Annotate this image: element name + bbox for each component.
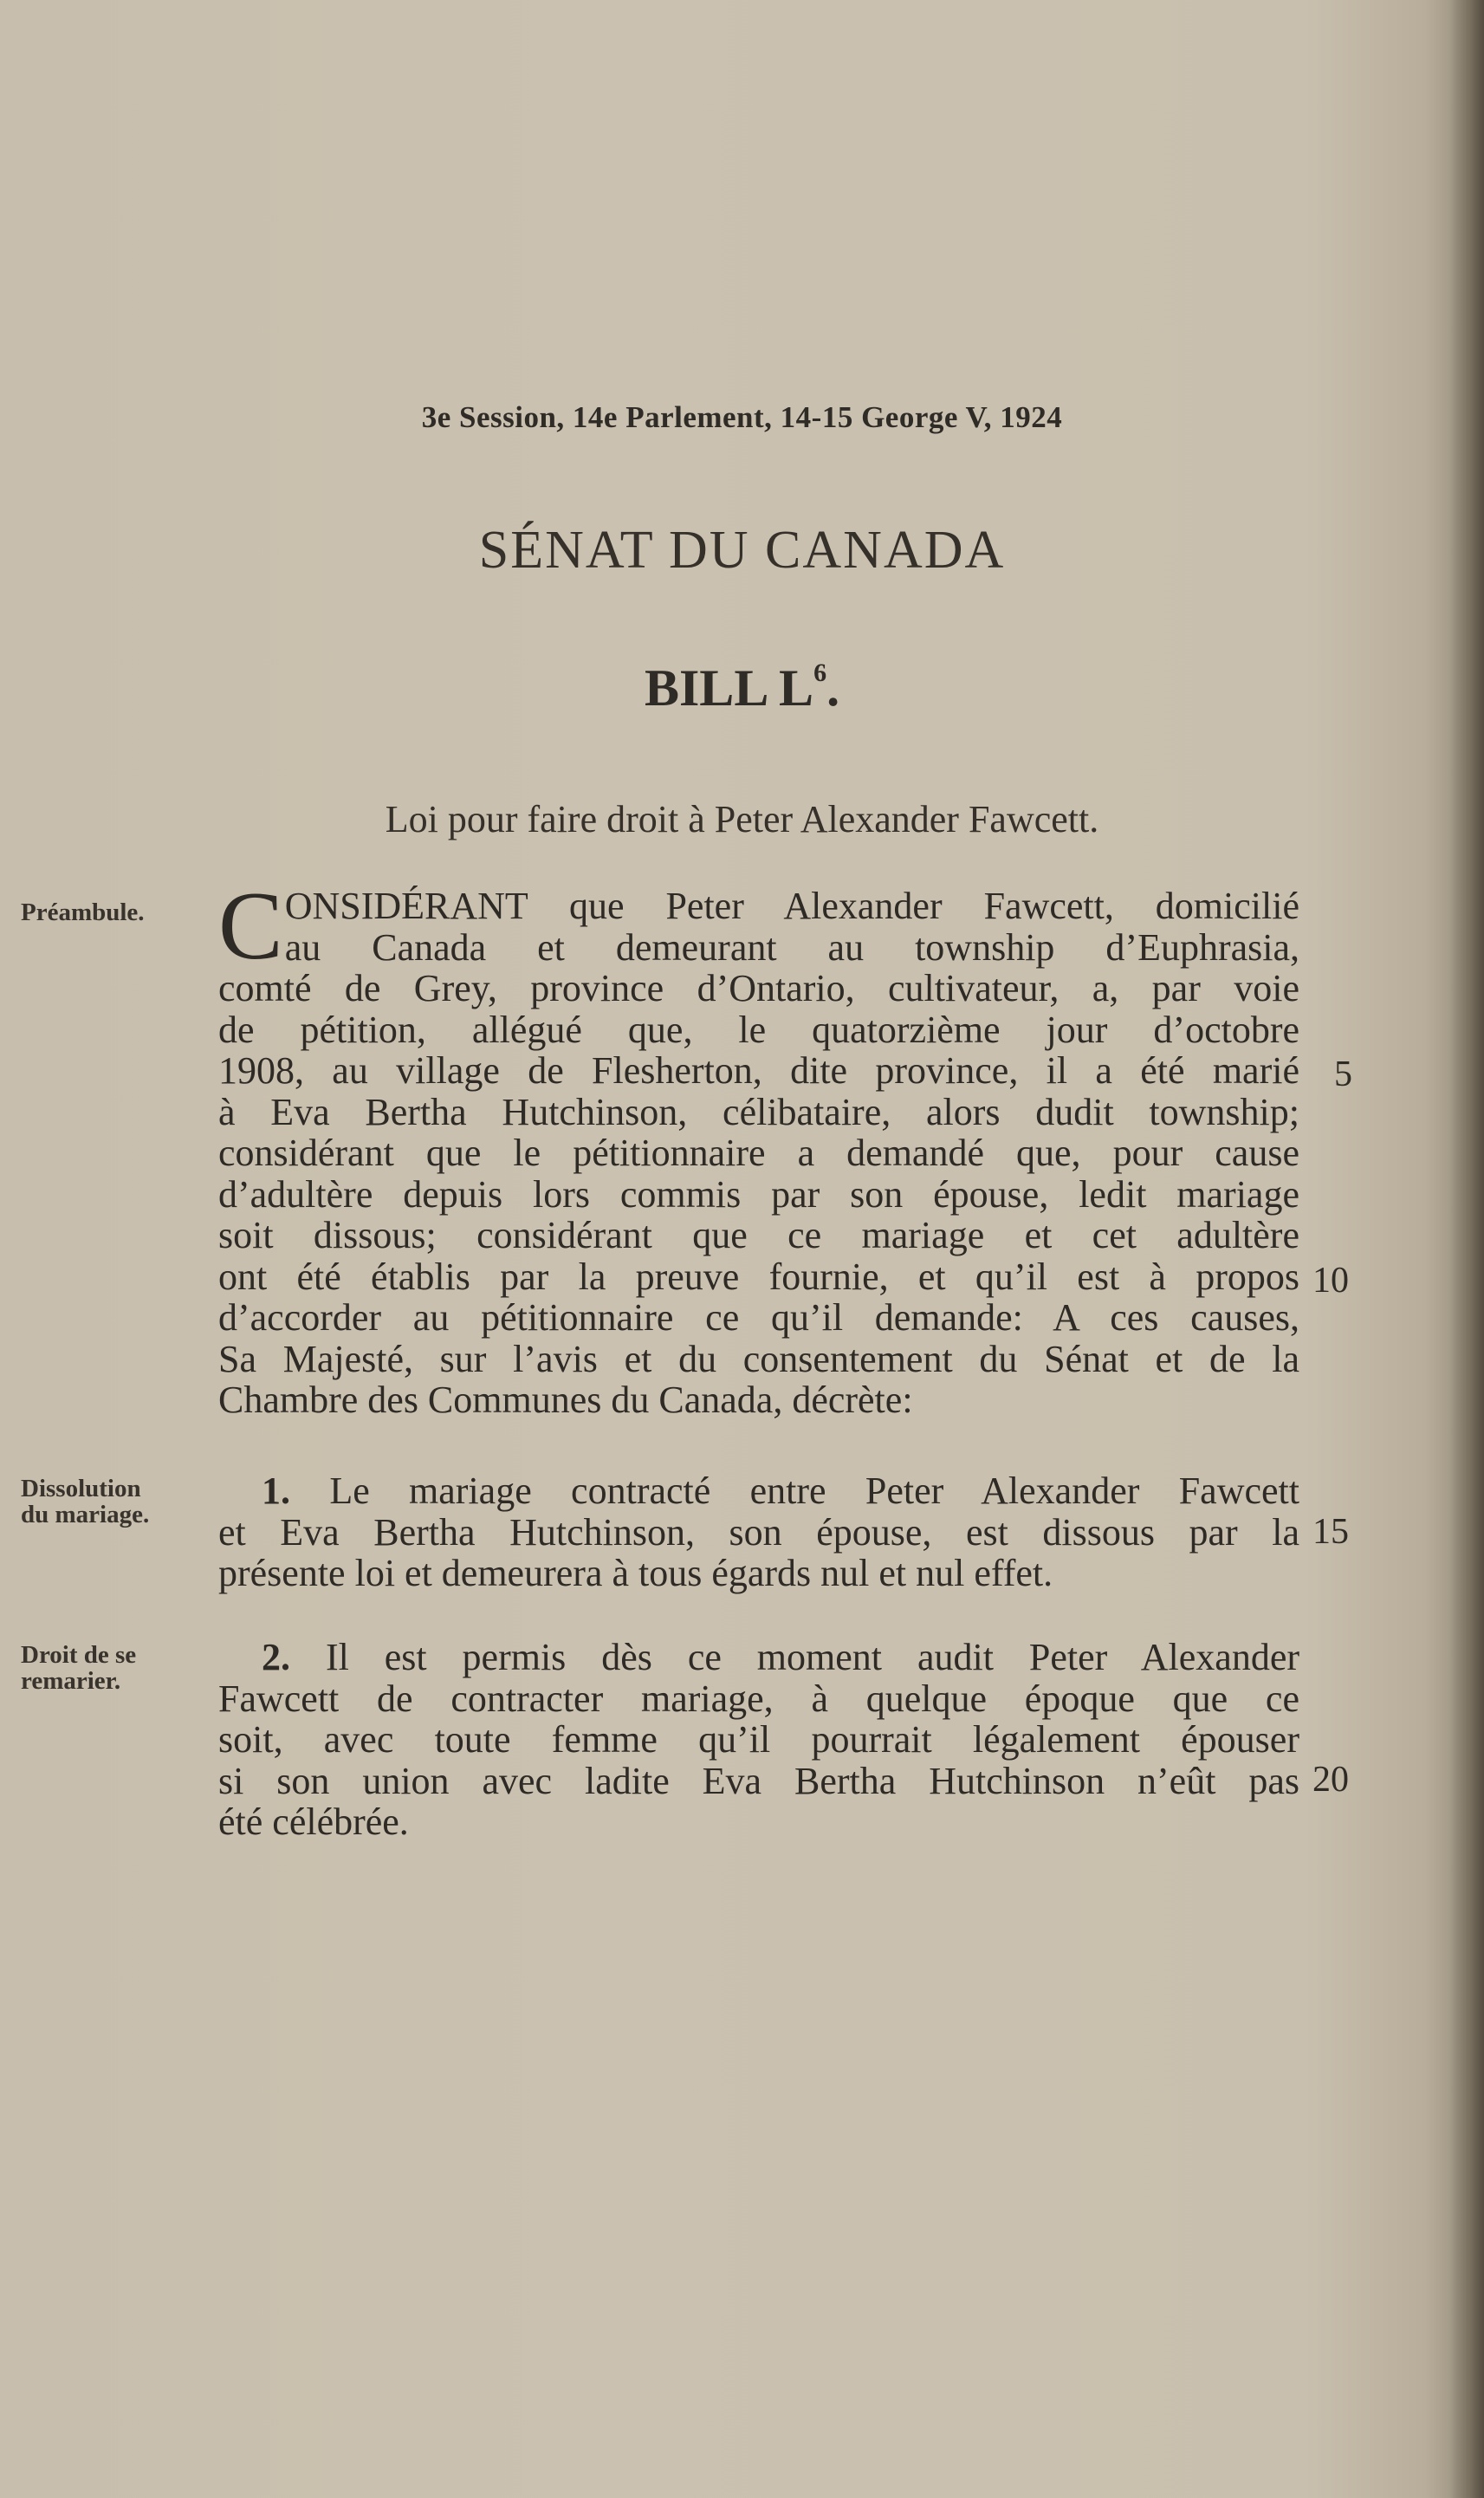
page-spine-shadow — [1449, 0, 1484, 2498]
bill-subtitle: Loi pour faire droit à Peter Alexander Fawcett. — [385, 798, 1099, 840]
margin-note-dissolution: Dissolution du mariage. — [21, 1475, 150, 1528]
section-1-paragraph — [218, 1470, 1299, 1594]
line-number-20: 20 — [1312, 1760, 1349, 1800]
text-line: soit dissous; considérant que ce mariage et cet adultère — [218, 1214, 1299, 1256]
text-line: soit, avec toute femme qu’il pourrait légalement épouser — [218, 1718, 1299, 1761]
text-line: 2. Il est permis dès ce moment audit Peter Alexander — [262, 1636, 1300, 1678]
text-line: à Eva Bertha Hutchinson, célibataire, alors dudit township; — [218, 1090, 1299, 1133]
margin-note-preamble: Préambule. — [21, 899, 145, 926]
preamble-paragraph — [218, 873, 1299, 1421]
dropcap-letter: C — [218, 873, 283, 980]
text-line: ONSIDÉRANT que Peter Alexander Fawcett, domicilié — [284, 885, 1299, 927]
margin-note-remarry: Droit de se remarier. — [21, 1641, 137, 1695]
text-line: si son union avec ladite Eva Bertha Hutchinson n’eût pas — [218, 1759, 1299, 1802]
text-line: au Canada et demeurant au township d’Euphrasia, — [284, 925, 1299, 969]
line-number-10: 10 — [1312, 1261, 1349, 1301]
text-line: 1908, au village de Flesherton, dite province, il a été marié — [218, 1049, 1299, 1092]
senate-title: SÉNAT DU CANADA — [478, 521, 1006, 580]
bill-superscript: 6 — [813, 659, 827, 687]
line-number-15: 15 — [1312, 1512, 1349, 1552]
text-line: considérant que le pétitionnaire a demandé que, pour cause — [218, 1132, 1299, 1174]
text-line: présente loi et demeurera à tous égards nul et nul effet. — [218, 1552, 1053, 1594]
text-line: Sa Majesté, sur l’avis et du consentement du Sénat et de la — [218, 1337, 1299, 1380]
text-line: d’adultère depuis lors commis par son épouse, ledit mariage — [218, 1172, 1299, 1216]
text-line: Chambre des Communes du Canada, décrète: — [218, 1379, 913, 1421]
text-line: ont été établis par la preuve fournie, et qu’il est à propos — [218, 1255, 1299, 1298]
text-line: d’accorder au pétitionnaire ce qu’il demande: A ces causes, — [218, 1296, 1299, 1339]
text-line: 1. Le mariage contracté entre Peter Alexander Fawcett — [262, 1470, 1299, 1512]
text-line: été célébrée. — [218, 1801, 409, 1843]
section-2-paragraph — [218, 1637, 1299, 1843]
line-number-5: 5 — [1334, 1054, 1352, 1094]
session-line: 3e Session, 14e Parlement, 14-15 George V, 1924 — [421, 400, 1063, 434]
text-line: de pétition, allégué que, le quatorzième jour d’octobre — [218, 1008, 1299, 1051]
text-line: comté de Grey, province d’Ontario, cultivateur, a, par voie — [218, 967, 1299, 1009]
text-line: Fawcett de contracter mariage, à quelque époque que ce — [218, 1677, 1299, 1720]
bill-title: BILL $L^6$. — [644, 659, 840, 717]
section-number: 1. — [262, 1470, 290, 1512]
text-line: et Eva Bertha Hutchinson, son épouse, est dissous par la — [218, 1510, 1299, 1554]
section-number: 2. — [262, 1636, 290, 1678]
